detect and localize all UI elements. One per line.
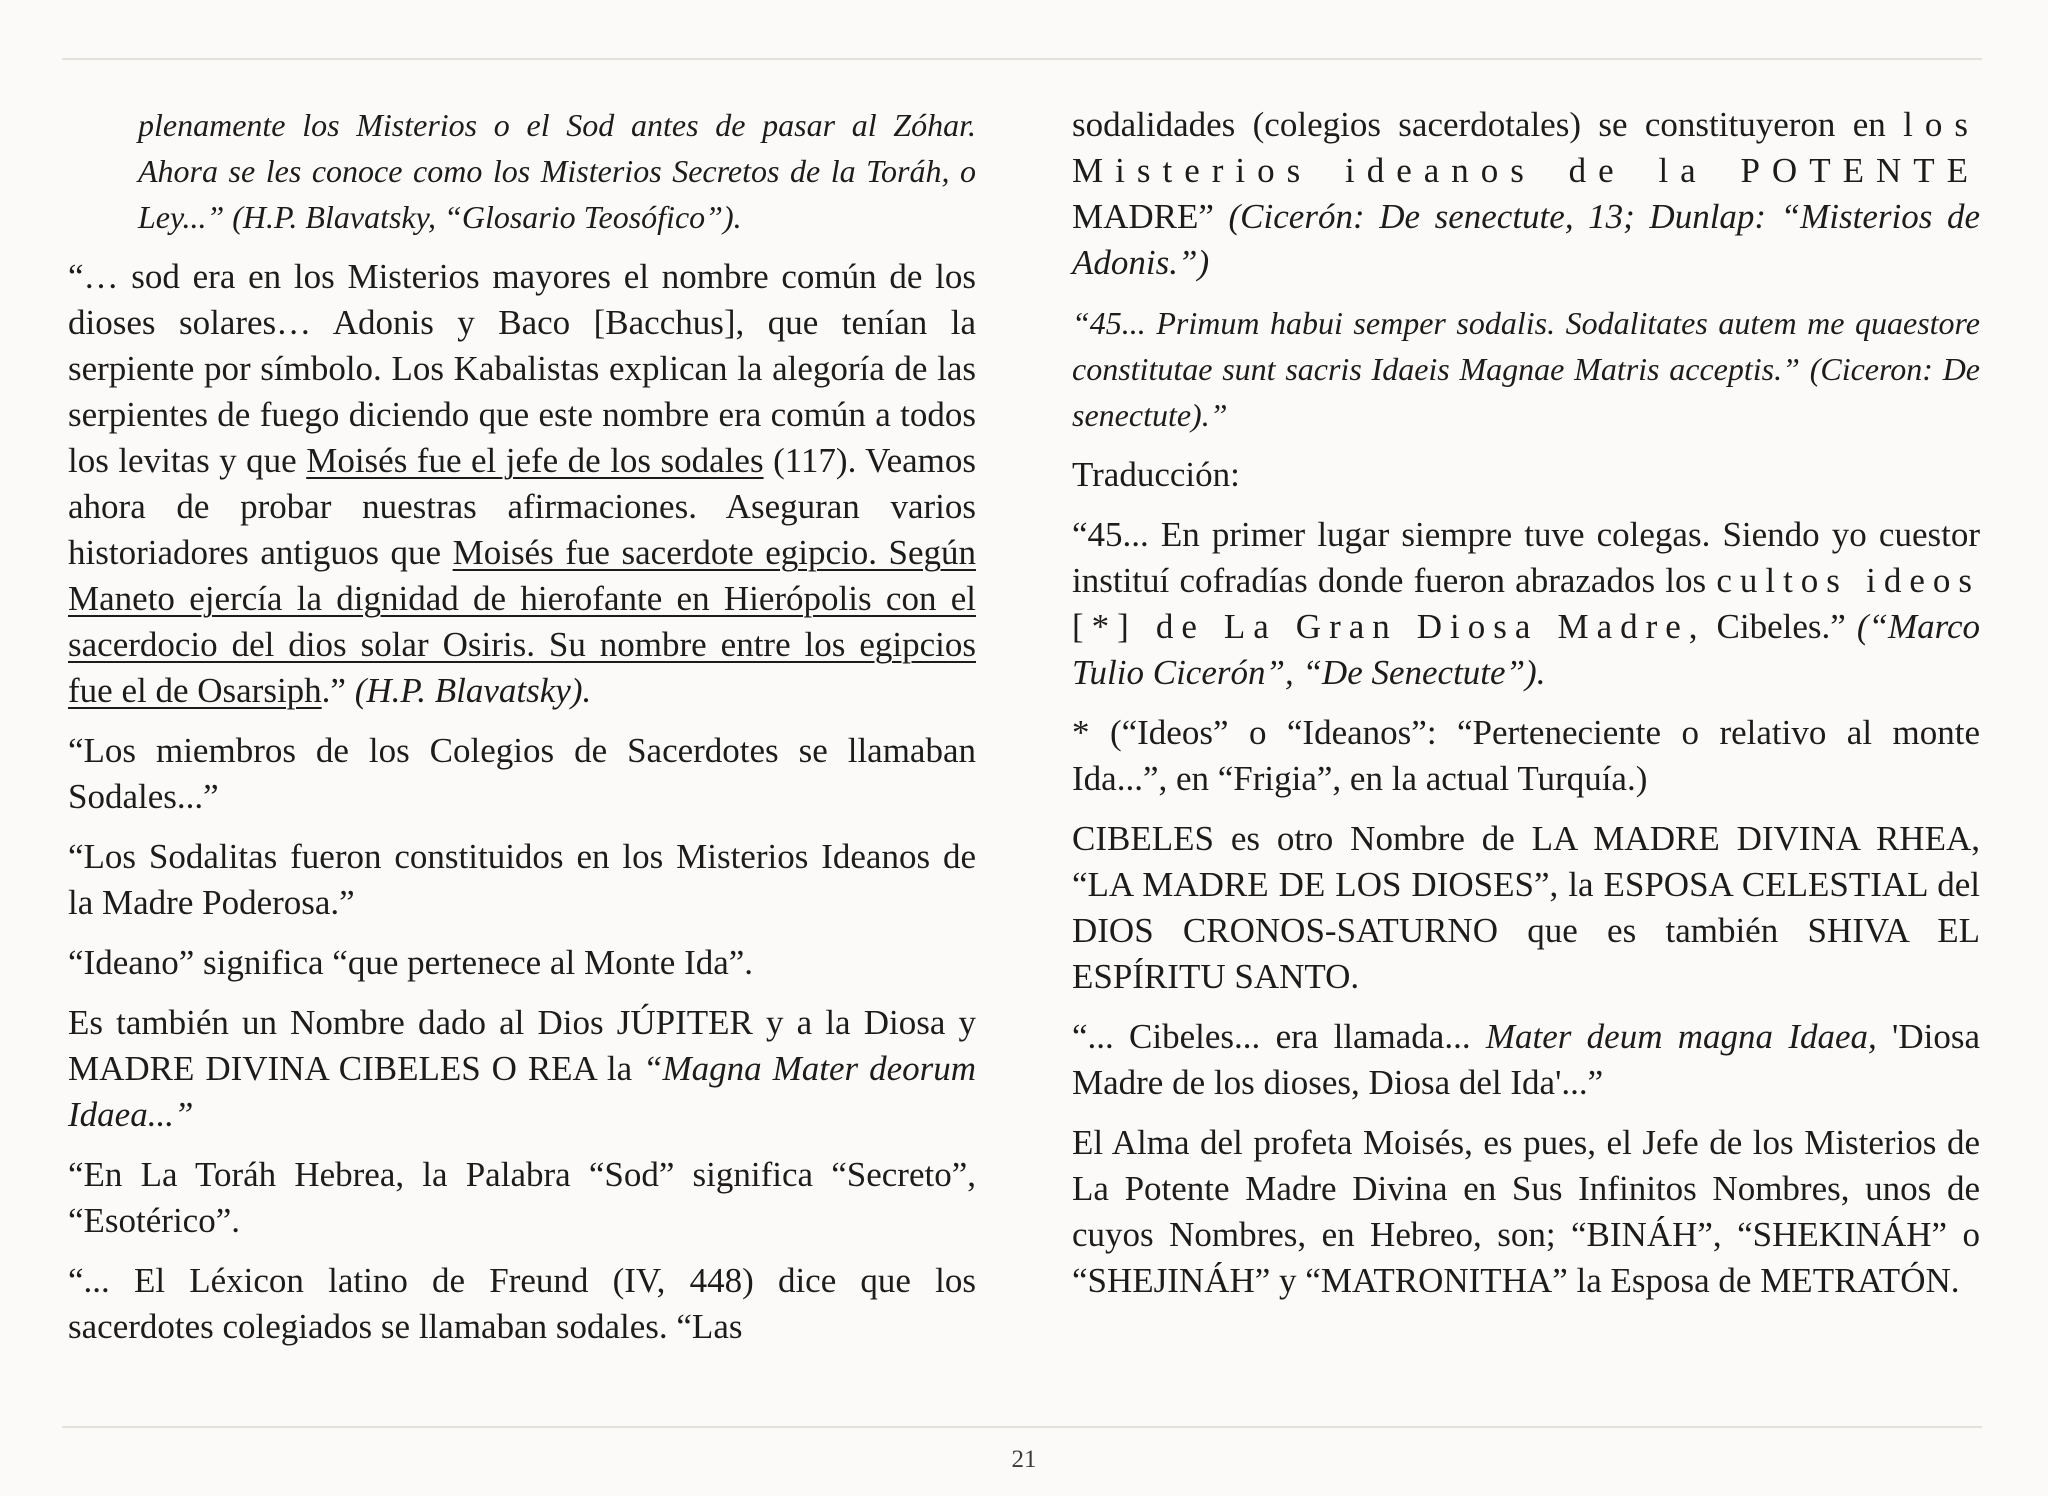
cicero-dunlap-citation: (Cicerón: De senectute, 13; Dunlap: “Misterios de Adonis.”) (1072, 197, 1980, 282)
moses-soul-paragraph: El Alma del profeta Moisés, es pues, el Jefe de los Misterios de La Potente Madre Divina en Sus Infinitos Nombres, unos de cuyos Nombres, en Hebreo, son; “BINÁH”, “SHEKINÁH” o “SHEJINÁH” y “MATRONITHA” la Esposa de METRATÓN. (1072, 1123, 1980, 1300)
colleges-paragraph: “Los miembros de los Colegios de Sacerdotes se llamaban Sodales...” (68, 731, 976, 816)
sodalitas-paragraph: “Los Sodalitas fueron constituidos en los Misterios Ideanos de la Madre Poderosa.” (68, 837, 976, 922)
cibeles-called-text: “... Cibeles... era llamada... (1072, 1017, 1486, 1056)
mater-deum-paragraph (1072, 1014, 1980, 1106)
bottom-rule (62, 1426, 1982, 1428)
ideos-footnote: * (“Ideos” o “Ideanos”: “Perteneciente o relativo al monte Ida...”, en “Frigia”, en la actual Turquía.) (1072, 713, 1980, 798)
jupiter-cibeles-paragraph (68, 1000, 976, 1138)
translation-paragraph (1072, 512, 1980, 696)
blavatsky-glossary-quote: plenamente los Misterios o el Sod antes de pasar al Zóhar. Ahora se les conoce como los Misterios Secretos de la Toráh, o Ley...” (H.P. Blavatsky, “Glosario Teosófico”). (138, 107, 976, 235)
cibeles-rhea-paragraph: CIBELES es otro Nombre de LA MADRE DIVINA RHEA, “LA MADRE DE LOS DIOSES”, la ESPOSA CELESTIAL del DIOS CRONOS-SATURNO que es también SHIVA EL ESPÍRITU SANTO. (1072, 819, 1980, 996)
sod-text-part: “… sod era en los Misterios mayores el nombre común de los dioses solares… Adonis y Baco [Bacchus], que tenían la serpiente por símbolo. Los Kabalistas explican la alegoría de las serpientes de fuego diciendo que este nombre era común a todos los levitas y que (68, 257, 976, 480)
right-column (1072, 102, 1980, 1318)
left-column (68, 102, 976, 1364)
latin-cicero-quote: “45... Primum habui semper sodalis. Sodalitates autem me quaestore constitutae sunt sacris Idaeis Magnae Matris acceptis.” (Ciceron: De senectute).” (1072, 305, 1980, 433)
sodalidades-paragraph (1072, 102, 1980, 286)
potente-spaced-text: los Misterios ideanos de la POTENTE (1072, 105, 1980, 190)
sod-text-part: (117). Veamos ahora de probar nuestras afirmaciones. Aseguran varios historiadores antiguos que (68, 441, 976, 572)
mater-deum-italic: Mater deum magna Idaea, (1485, 1017, 1877, 1056)
sod-text-part: .” (321, 671, 355, 710)
sod-mysteries-paragraph (68, 254, 976, 714)
cibeles-text: Cibeles.” (1705, 607, 1857, 646)
cultos-spaced-text: cultos ideos [*] de La Gran Diosa Madre, (1072, 561, 1981, 646)
translation-text: “45... En primer lugar siempre tuve colegas. Siendo yo cuestor instituí cofradías donde fueron abrazados los (1072, 515, 1980, 600)
page-number: 21 (1011, 1446, 1037, 1473)
moses-chief-underlined: Moisés fue el jefe de los sodales (306, 441, 764, 480)
torah-sod-paragraph: “En La Toráh Hebrea, la Palabra “Sod” significa “Secreto”, “Esotérico”. (68, 1155, 976, 1240)
freund-lexicon-paragraph: “... El Léxicon latino de Freund (IV, 448) dice que los sacerdotes colegiados se llamaban sodales. “Las (68, 1261, 976, 1346)
madre-text: MADRE” (1072, 197, 1229, 236)
moses-priest-underlined: Moisés fue sacerdote egipcio. Según Maneto ejercía la dignidad de hierofante en Hierópolis con el sacerdocio del dios solar Osiris. Su nombre entre los egipcios fue el de Osarsiph (68, 533, 977, 710)
magna-mater-quote: “Magna Mater deorum Idaea...” (68, 1049, 977, 1134)
top-rule (62, 58, 1982, 60)
ideano-paragraph: “Ideano” significa “que pertenece al Monte Ida”. (68, 943, 754, 982)
sodalidades-text: sodalidades (colegios sacerdotales) se constituyeron en (1072, 105, 1904, 144)
jupiter-text: Es también un Nombre dado al Dios JÚPITER y a la Diosa y MADRE DIVINA CIBELES O REA la (68, 1003, 976, 1088)
translation-heading: Traducción: (1072, 455, 1240, 494)
diosa-madre-text: 'Diosa Madre de los dioses, Diosa del Ida'...” (1072, 1017, 1981, 1102)
de-senectute-citation: (“Marco Tulio Cicerón”, “De Senectute”). (1072, 607, 1980, 692)
blavatsky-citation: (H.P. Blavatsky). (354, 671, 592, 710)
